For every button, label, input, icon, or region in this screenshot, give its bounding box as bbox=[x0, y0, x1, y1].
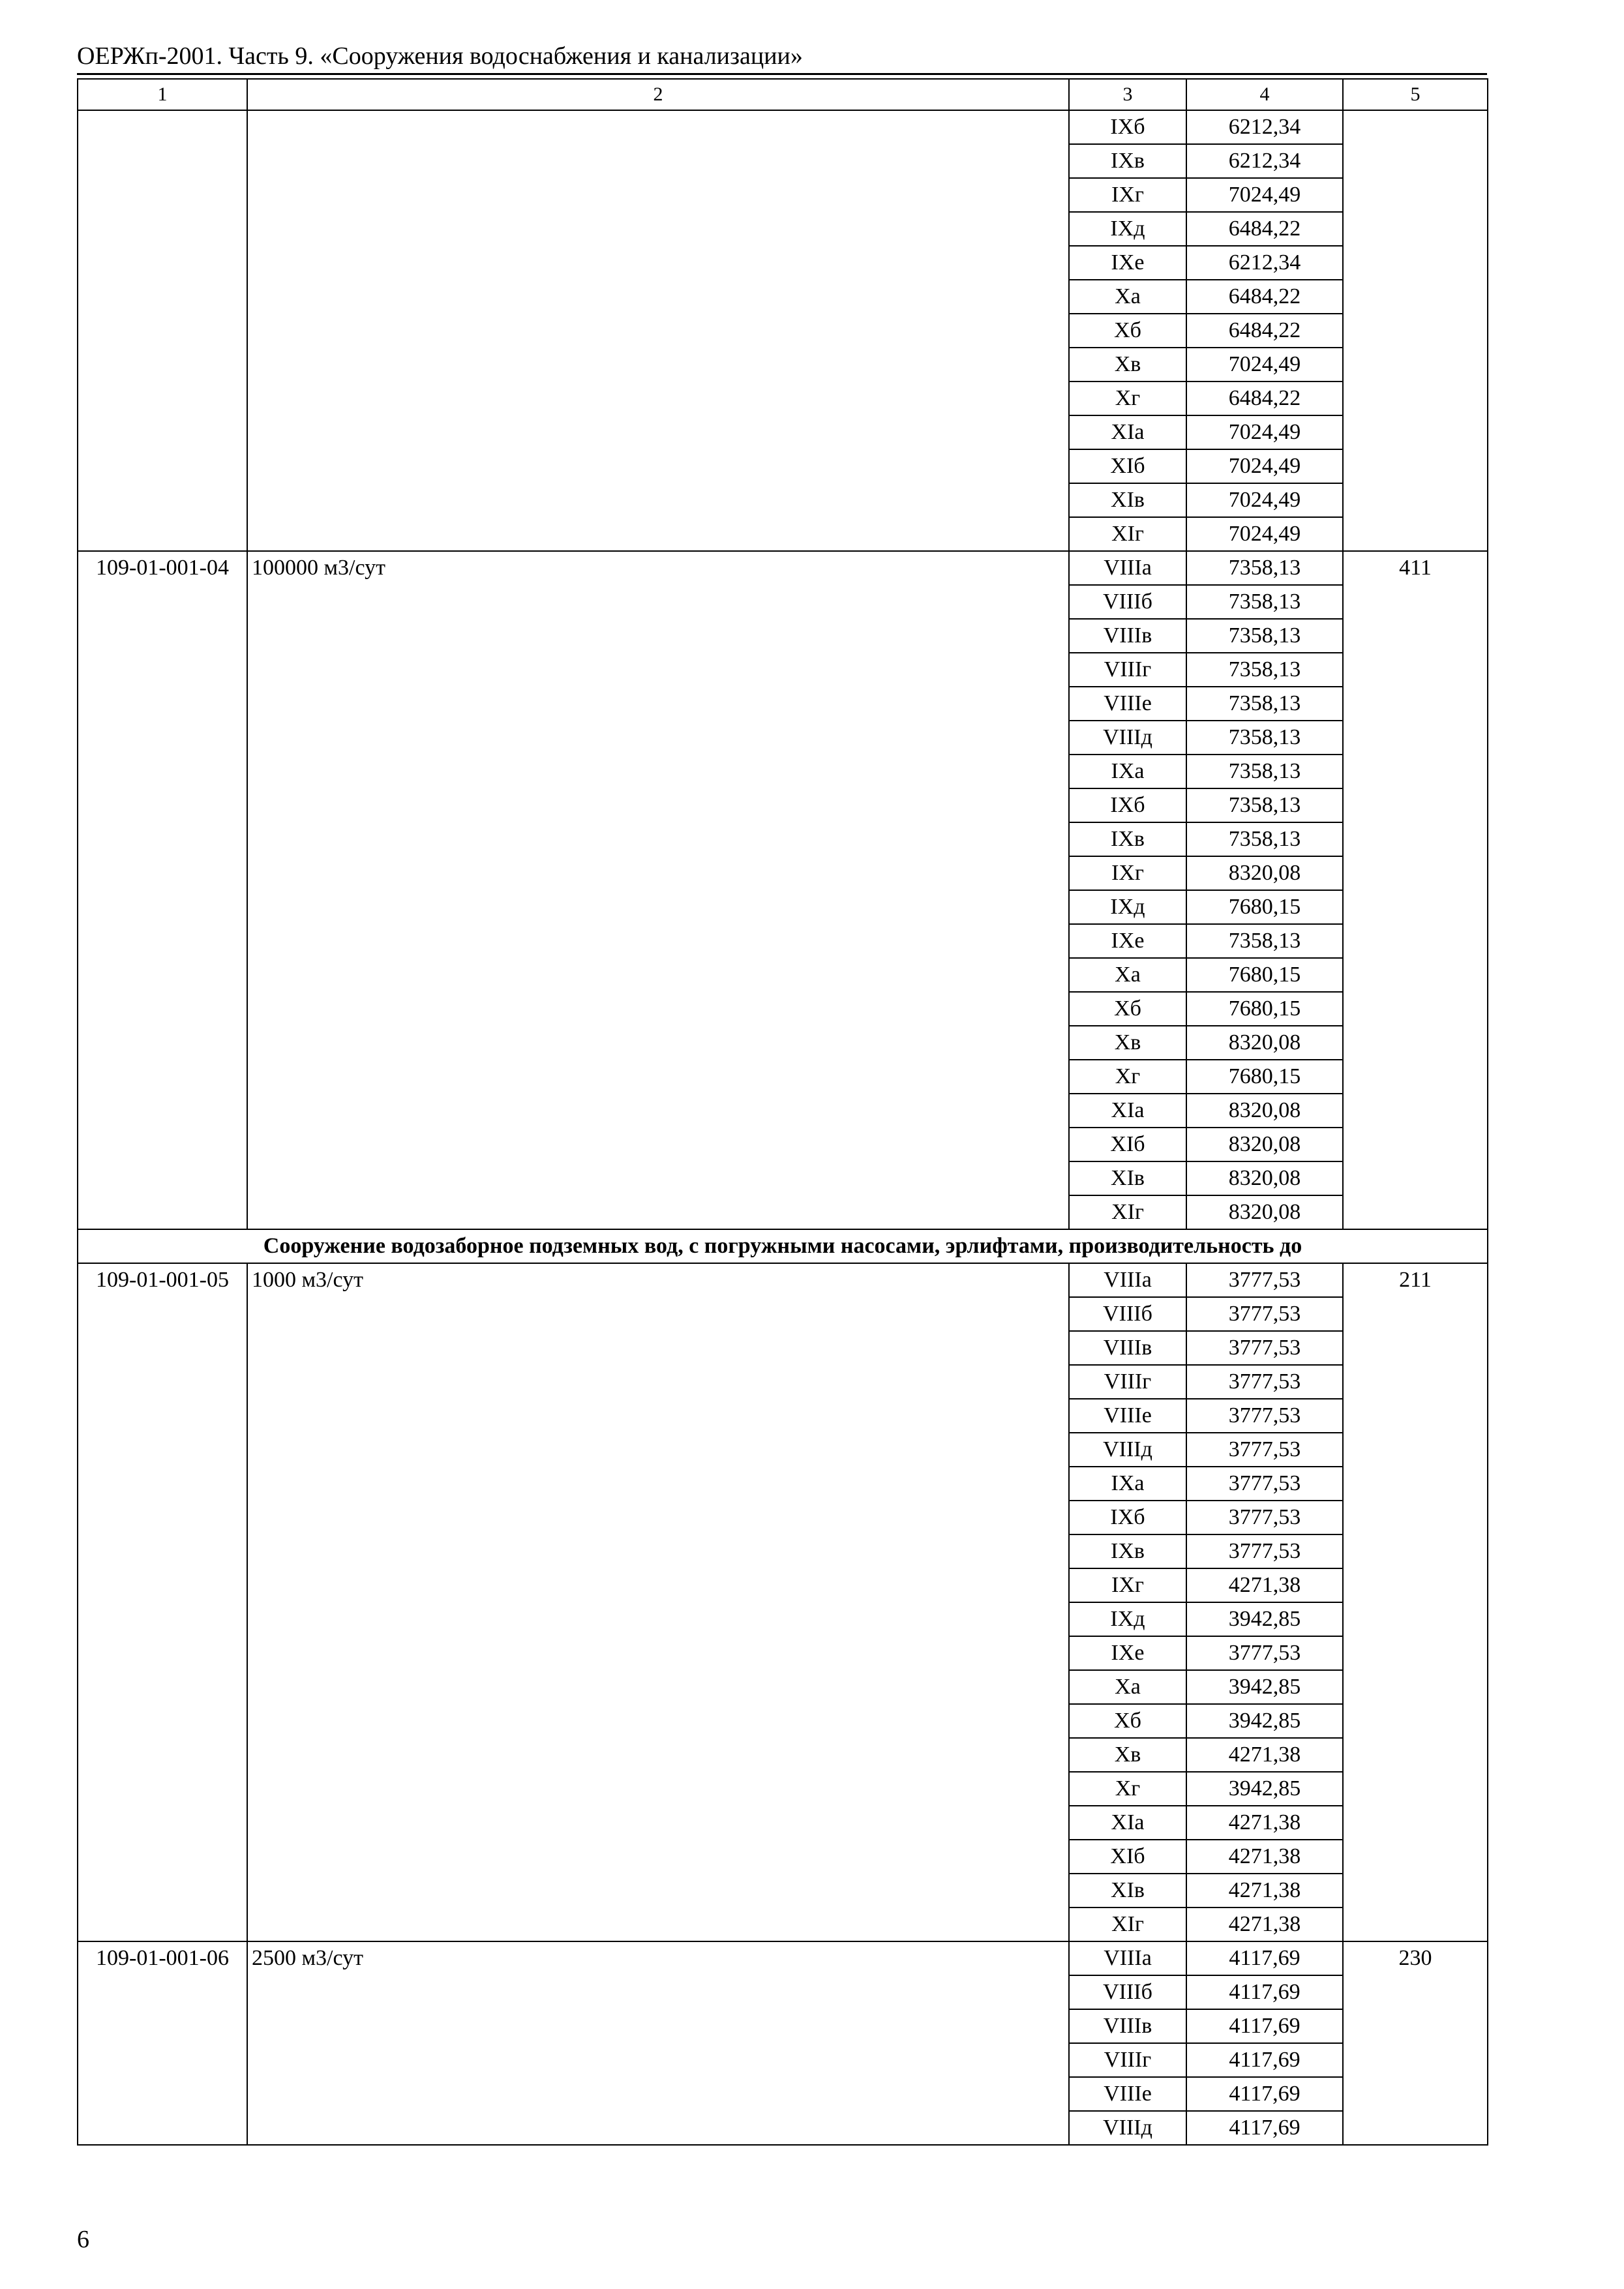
rate-value: 3777,53 bbox=[1186, 1636, 1343, 1670]
rate-value: 3942,85 bbox=[1186, 1772, 1343, 1806]
rate-value: 4117,69 bbox=[1186, 2077, 1343, 2111]
zone-code: IXе bbox=[1069, 1636, 1186, 1670]
rate-value: 7024,49 bbox=[1186, 517, 1343, 551]
header-rule bbox=[77, 73, 1487, 75]
rate-value: 6484,22 bbox=[1186, 280, 1343, 314]
rate-value: 8320,08 bbox=[1186, 1195, 1343, 1229]
rate-value: 4117,69 bbox=[1186, 2043, 1343, 2077]
zone-code: IXв bbox=[1069, 1534, 1186, 1568]
rate-value: 6212,34 bbox=[1186, 110, 1343, 144]
zone-code: Xб bbox=[1069, 1704, 1186, 1738]
rate-value: 8320,08 bbox=[1186, 1161, 1343, 1195]
rate-value: 4271,38 bbox=[1186, 1840, 1343, 1874]
rate-value: 6212,34 bbox=[1186, 246, 1343, 280]
rate-value: 7358,13 bbox=[1186, 619, 1343, 653]
zone-code: IXв bbox=[1069, 144, 1186, 178]
zone-code: VIIIг bbox=[1069, 1365, 1186, 1399]
zone-code: Xв bbox=[1069, 348, 1186, 382]
rate-value: 7024,49 bbox=[1186, 178, 1343, 212]
rate-value: 3942,85 bbox=[1186, 1670, 1343, 1704]
zone-code: IXг bbox=[1069, 856, 1186, 890]
rate-value: 3777,53 bbox=[1186, 1467, 1343, 1501]
zone-code: VIIIа bbox=[1069, 1263, 1186, 1297]
zone-code: Xа bbox=[1069, 280, 1186, 314]
column-header-4: 4 bbox=[1186, 79, 1343, 110]
zone-code: IXд bbox=[1069, 212, 1186, 246]
zone-code: Xб bbox=[1069, 314, 1186, 348]
section-row bbox=[78, 1229, 1488, 1263]
column-header-5: 5 bbox=[1343, 79, 1488, 110]
zone-code: XIв bbox=[1069, 483, 1186, 517]
rate-value: 7358,13 bbox=[1186, 653, 1343, 687]
zone-code: XIа bbox=[1069, 1094, 1186, 1128]
rate-description: 100000 м3/сут bbox=[247, 551, 1069, 1229]
zone-code: IXд bbox=[1069, 1602, 1186, 1636]
rate-value: 7358,13 bbox=[1186, 551, 1343, 585]
zone-code: Xв bbox=[1069, 1026, 1186, 1060]
rate-value: 7358,13 bbox=[1186, 755, 1343, 788]
rate-value: 3942,85 bbox=[1186, 1704, 1343, 1738]
rate-value: 3777,53 bbox=[1186, 1534, 1343, 1568]
zone-code: VIIIг bbox=[1069, 2043, 1186, 2077]
zone-code: XIа bbox=[1069, 1806, 1186, 1840]
rate-value: 4271,38 bbox=[1186, 1908, 1343, 1941]
zone-code: XIб bbox=[1069, 1840, 1186, 1874]
rate-value: 4117,69 bbox=[1186, 1975, 1343, 2009]
zone-code: VIIIе bbox=[1069, 687, 1186, 721]
zone-code: VIIIв bbox=[1069, 619, 1186, 653]
zone-code: VIIIв bbox=[1069, 1331, 1186, 1365]
zone-code: IXе bbox=[1069, 924, 1186, 958]
zone-code: IXб bbox=[1069, 788, 1186, 822]
zone-code: IXб bbox=[1069, 110, 1186, 144]
rate-value: 3777,53 bbox=[1186, 1365, 1343, 1399]
zone-code: VIIIе bbox=[1069, 1399, 1186, 1433]
zone-code: VIIIа bbox=[1069, 551, 1186, 585]
column-header-row bbox=[78, 79, 1488, 110]
rate-value: 7024,49 bbox=[1186, 415, 1343, 449]
rate-value: 4117,69 bbox=[1186, 2111, 1343, 2145]
rate-code: 109-01-001-05 bbox=[78, 1263, 247, 1941]
zone-code: VIIIб bbox=[1069, 1975, 1186, 2009]
rate-value: 4271,38 bbox=[1186, 1806, 1343, 1840]
table-row bbox=[78, 1263, 1488, 1297]
zone-code: VIIIд bbox=[1069, 721, 1186, 755]
rate-value: 7358,13 bbox=[1186, 687, 1343, 721]
zone-code: VIIIд bbox=[1069, 2111, 1186, 2145]
rate-value: 4271,38 bbox=[1186, 1874, 1343, 1908]
page-header-title: ОЕРЖп-2001. Часть 9. «Сооружения водоснабжения и канализации» bbox=[77, 42, 803, 70]
zone-code: IXг bbox=[1069, 178, 1186, 212]
page-number: 6 bbox=[77, 2226, 89, 2253]
rate-value: 3777,53 bbox=[1186, 1263, 1343, 1297]
rate-value: 7680,15 bbox=[1186, 958, 1343, 992]
zone-code: XIб bbox=[1069, 1128, 1186, 1161]
rate-total: 230 bbox=[1343, 1941, 1488, 2145]
zone-code: Xв bbox=[1069, 1738, 1186, 1772]
column-header-3: 3 bbox=[1069, 79, 1186, 110]
rates-table bbox=[77, 78, 1488, 2146]
column-header-2: 2 bbox=[247, 79, 1069, 110]
rate-description: 2500 м3/сут bbox=[247, 1941, 1069, 2145]
rate-value: 7358,13 bbox=[1186, 788, 1343, 822]
zone-code: XIв bbox=[1069, 1161, 1186, 1195]
rate-value: 7358,13 bbox=[1186, 721, 1343, 755]
zone-code: IXа bbox=[1069, 755, 1186, 788]
table-row bbox=[78, 1941, 1488, 1975]
rate-value: 8320,08 bbox=[1186, 1094, 1343, 1128]
zone-code: Xа bbox=[1069, 958, 1186, 992]
rate-value: 7024,49 bbox=[1186, 483, 1343, 517]
rate-total: 411 bbox=[1343, 551, 1488, 1229]
rate-value: 4271,38 bbox=[1186, 1568, 1343, 1602]
section-title: Сооружение водозаборное подземных вод, с погружными насосами, эрлифтами, производительность до bbox=[78, 1229, 1488, 1263]
rate-value: 6484,22 bbox=[1186, 212, 1343, 246]
rate-value: 7680,15 bbox=[1186, 992, 1343, 1026]
rate-value: 3777,53 bbox=[1186, 1501, 1343, 1534]
rate-value: 6484,22 bbox=[1186, 382, 1343, 415]
rate-value: 3942,85 bbox=[1186, 1602, 1343, 1636]
zone-code: VIIIд bbox=[1069, 1433, 1186, 1467]
zone-code: VIIIб bbox=[1069, 585, 1186, 619]
table-row bbox=[78, 110, 1488, 144]
rate-value: 4271,38 bbox=[1186, 1738, 1343, 1772]
rate-value: 4117,69 bbox=[1186, 2009, 1343, 2043]
rate-value: 3777,53 bbox=[1186, 1331, 1343, 1365]
rate-value: 8320,08 bbox=[1186, 1128, 1343, 1161]
rate-code bbox=[78, 110, 247, 551]
rate-description bbox=[247, 110, 1069, 551]
rate-value: 7358,13 bbox=[1186, 585, 1343, 619]
rate-value: 4117,69 bbox=[1186, 1941, 1343, 1975]
rate-value: 8320,08 bbox=[1186, 856, 1343, 890]
zone-code: IXг bbox=[1069, 1568, 1186, 1602]
rate-value: 3777,53 bbox=[1186, 1433, 1343, 1467]
zone-code: Xг bbox=[1069, 1772, 1186, 1806]
zone-code: Xа bbox=[1069, 1670, 1186, 1704]
rate-description: 1000 м3/сут bbox=[247, 1263, 1069, 1941]
column-header-1: 1 bbox=[78, 79, 247, 110]
rate-code: 109-01-001-06 bbox=[78, 1941, 247, 2145]
rate-value: 7024,49 bbox=[1186, 449, 1343, 483]
zone-code: XIг bbox=[1069, 1908, 1186, 1941]
rate-value: 6484,22 bbox=[1186, 314, 1343, 348]
zone-code: VIIIб bbox=[1069, 1297, 1186, 1331]
zone-code: IXд bbox=[1069, 890, 1186, 924]
zone-code: IXа bbox=[1069, 1467, 1186, 1501]
zone-code: XIб bbox=[1069, 449, 1186, 483]
zone-code: Xг bbox=[1069, 1060, 1186, 1094]
rate-value: 7680,15 bbox=[1186, 1060, 1343, 1094]
table-row bbox=[78, 551, 1488, 585]
zone-code: VIIIв bbox=[1069, 2009, 1186, 2043]
rate-value: 6212,34 bbox=[1186, 144, 1343, 178]
zone-code: Xг bbox=[1069, 382, 1186, 415]
zone-code: IXб bbox=[1069, 1501, 1186, 1534]
zone-code: IXе bbox=[1069, 246, 1186, 280]
rate-code: 109-01-001-04 bbox=[78, 551, 247, 1229]
rate-total bbox=[1343, 110, 1488, 551]
rate-value: 7358,13 bbox=[1186, 822, 1343, 856]
zone-code: XIв bbox=[1069, 1874, 1186, 1908]
rate-value: 7024,49 bbox=[1186, 348, 1343, 382]
rate-value: 7680,15 bbox=[1186, 890, 1343, 924]
rate-value: 7358,13 bbox=[1186, 924, 1343, 958]
rate-value: 3777,53 bbox=[1186, 1297, 1343, 1331]
rate-total: 211 bbox=[1343, 1263, 1488, 1941]
zone-code: VIIIе bbox=[1069, 2077, 1186, 2111]
zone-code: IXв bbox=[1069, 822, 1186, 856]
zone-code: VIIIа bbox=[1069, 1941, 1186, 1975]
rate-value: 3777,53 bbox=[1186, 1399, 1343, 1433]
zone-code: XIг bbox=[1069, 1195, 1186, 1229]
zone-code: XIа bbox=[1069, 415, 1186, 449]
rates-table-body bbox=[78, 79, 1488, 2145]
zone-code: VIIIг bbox=[1069, 653, 1186, 687]
zone-code: XIг bbox=[1069, 517, 1186, 551]
rate-value: 8320,08 bbox=[1186, 1026, 1343, 1060]
zone-code: Xб bbox=[1069, 992, 1186, 1026]
